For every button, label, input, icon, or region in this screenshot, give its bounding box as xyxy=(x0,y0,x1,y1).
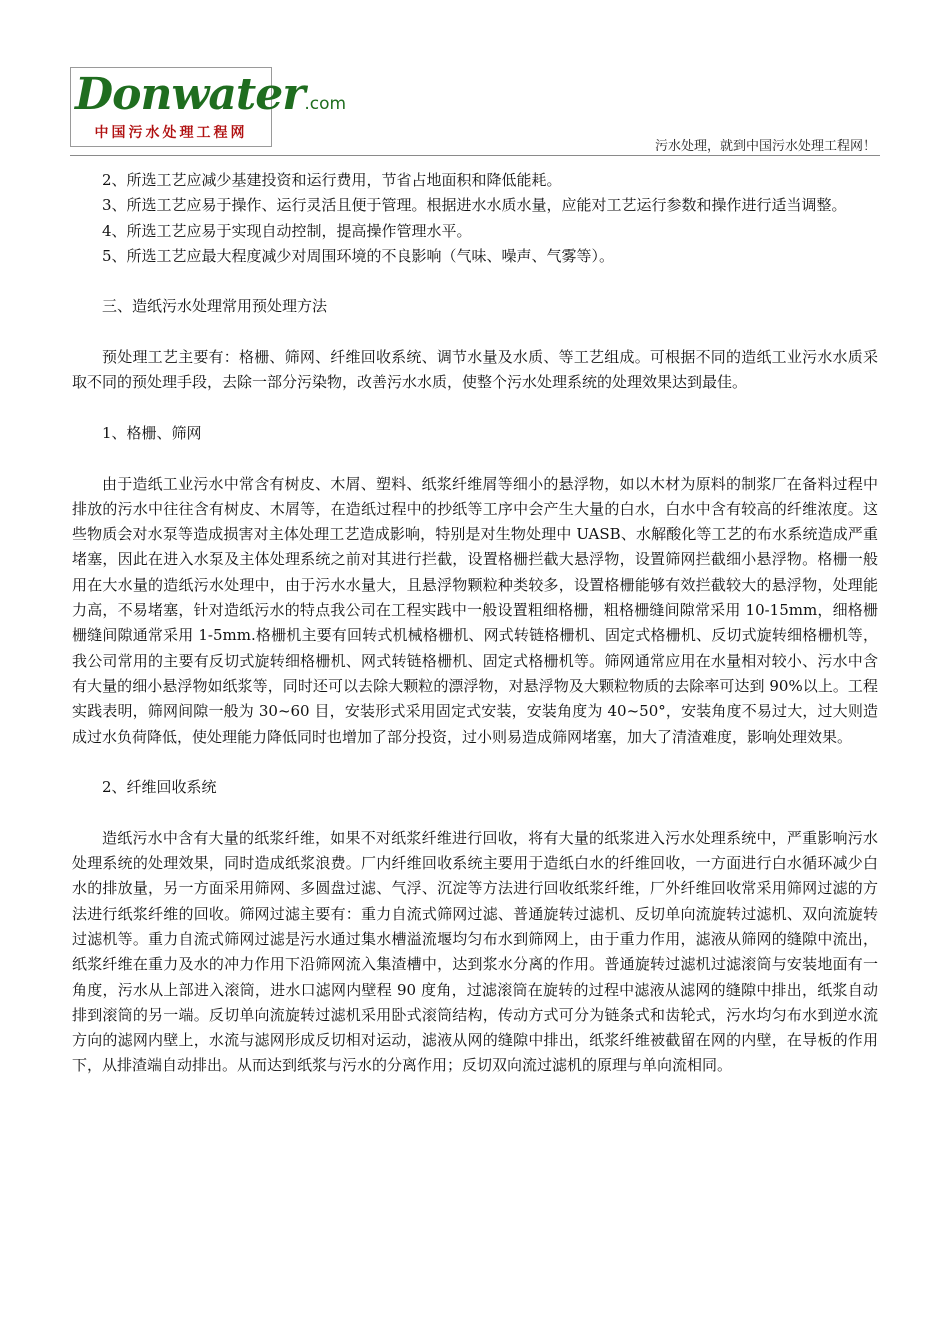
header-tagline: 污水处理，就到中国污水处理工程网！ xyxy=(654,139,876,154)
logo-subtitle: 中国污水处理工程网 xyxy=(94,125,248,141)
subheading-screens: 1、格栅、筛网 xyxy=(102,423,202,442)
pretreatment-intro-paragraph: 预处理工艺主要有：格栅、筛网、纤维回收系统、调节水量及水质、等工艺组成。可根据不同的造纸工业污水水质采取不同的预处理手段，去除一部分污染物，改善污水水质，使整个污水处理系统的处理效果达到最佳。 xyxy=(72,348,878,392)
paragraph-item-2: 2、所选工艺应减少基建投资和运行费用，节省占地面积和降低能耗。 xyxy=(102,171,562,189)
site-logo[interactable] xyxy=(70,67,347,147)
paragraph-item-4: 4、所选工艺应易于实现自动控制，提高操作管理水平。 xyxy=(102,221,472,240)
document-body xyxy=(72,168,878,1079)
subheading-fiber-recovery: 2、纤维回收系统 xyxy=(102,778,217,797)
section-heading-3: 三、造纸污水处理常用预处理方法 xyxy=(102,297,328,316)
logo-main-text: Donwater xyxy=(75,69,305,120)
fiber-recovery-paragraph: 造纸污水中含有大量的纸浆纤维，如果不对纸浆纤维进行回收，将有大量的纸浆进入污水处理系统中，严重影响污水处理系统的处理效果，同时造成纸浆浪费。厂内纤维回收系统主要用于造纸白水的纤维回收，一方面进行白水循环减少白水的排放量，另一方面采用筛网、多圆盘过滤、气浮、沉淀等方法进行回收纸浆纤维，厂外纤维回收常采用筛网过滤的方法进行纸浆纤维的回收。筛网过滤主要有：重力自流式筛网过滤、普通旋转过滤机、反切单向流旋转过滤机、双向流旋转过滤机等。重力自流式筛网过滤是污水通过集水槽溢流堰均匀布水到筛网上，由于重力作用，滤液从筛网的缝隙中流出，纸浆纤维在重力及水的冲力作用下沿筛网流入集渣槽中，达到浆水分离的作用。普通旋转过滤机过滤滚筒与安装地面有一角度，污水从上部进入滚筒，进水口滤网内壁程 90 度角，过滤滚筒在旋转的过程中滤液从滤网的缝隙中排出，纸浆自动排到滚筒的另一端。反切单向流旋转过滤机采用卧式滚筒结构，传动方式可分为链条式和齿轮式，污水均匀布水到逆水流方向的滤网内壁上，水流与滤网形成反切相对运动，滤液从网的缝隙中排出，纸浆纤维被截留在网的内壁，在导板的作用下，从排渣端自动排出。从而达到纸浆与污水的分离作用；反切双向流过滤机的原理与单向流相同。 xyxy=(72,828,878,1075)
paragraph-item-3: 3、所选工艺应易于操作、运行灵活且便于管理。根据进水水质水量，应能对工艺运行参数和操作进行适当调整。 xyxy=(102,196,847,215)
logo-wordmark xyxy=(75,70,346,129)
logo-com-text: .com xyxy=(304,94,347,114)
screens-paragraph: 由于造纸工业污水中常含有树皮、木屑、塑料、纸浆纤维屑等细小的悬浮物，如以木材为原料的制浆厂在备料过程中排放的污水中往往含有树皮、木屑等，在造纸过程中的抄纸等工序中会产生大量的白水，白水中含有较高的纤维浓度。这些物质会对水泵等造成损害对主体处理工艺造成影响，特别是对生物处理中 UASB、水解酸化等工艺的布水系统造成严重堵塞，因此在进入水泵及主体处理系统之前对其进行拦截，设置格栅拦截大悬浮物，设置筛网拦截细小悬浮物。格栅一般用在大水量的造纸污水处理中，由于污水水量大，且悬浮物颗粒种类较多，设置格栅能够有效拦截较大的悬浮物，处理能力高，不易堵塞，针对造纸污水的特点我公司在工程实践中一般设置粗细格栅，粗格栅缝间隙常采用 10-15mm，细格栅栅缝间隙通常采用 1-5mm.格栅机主要有回转式机械格栅机、网式转链格栅机、固定式格栅机、反切式旋转细格栅机等，我公司常用的主要有反切式旋转细格栅机、网式转链格栅机、固定式格栅机等。筛网通常应用在水量相对较小、污水中含有大量的细小悬浮物如纸浆等，同时还可以去除大颗粒的漂浮物，对悬浮物及大颗粒物质的去除率可达到 90%以上。工程实践表明，筛网间隙一般为 30~60 目，安装形式采用固定式安装，安装角度为 40~50°，安装角度不易过大，过大则造成过水负荷降低，使处理能力降低同时也增加了部分投资，过小则易造成筛网堵塞，加大了清渣难度，影响处理效果。 xyxy=(72,474,878,746)
header-divider xyxy=(70,155,880,156)
paragraph-item-5: 5、所选工艺应最大程度减少对周围环境的不良影响（气味、噪声、气雾等）。 xyxy=(102,246,615,265)
